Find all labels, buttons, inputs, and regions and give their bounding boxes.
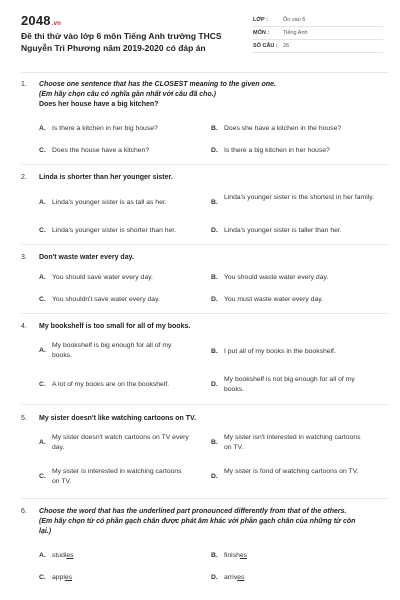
- option-d[interactable]: [211, 375, 371, 395]
- question-subtext: (Em hãy chọn từ có phần gạch chân được phát âm khác với phần gạch chân của những từ còn lại.): [39, 518, 356, 535]
- meta-value: 26: [283, 43, 290, 49]
- option-letter: B.: [211, 439, 218, 446]
- option-d[interactable]: [211, 226, 381, 236]
- option-letter: A.: [39, 274, 46, 281]
- question-6: [21, 507, 366, 537]
- option-text: My sister isn't interested in watching cartoons on TV.: [224, 434, 361, 451]
- word-stem: studi: [52, 552, 67, 559]
- option-letter: B.: [211, 199, 218, 206]
- option-text: [224, 551, 247, 561]
- word-stem: finish: [224, 552, 240, 559]
- option-b[interactable]: [211, 193, 381, 208]
- question-text: My bookshelf is too small for all of my books.: [39, 323, 191, 330]
- option-letter: B.: [211, 274, 218, 281]
- divider: [21, 72, 389, 73]
- underlined-part: es: [239, 552, 248, 559]
- option-a[interactable]: [39, 124, 199, 134]
- question-text: Choose the word that has the underlined part pronounced differently from that of the others.: [39, 508, 347, 515]
- option-text: My bookshelf is not big enough for all of my books.: [224, 376, 355, 393]
- question-2: [21, 173, 391, 183]
- logo-main: 2048: [21, 13, 51, 28]
- option-c[interactable]: [39, 226, 199, 236]
- option-text: My sister doesn't watch cartoons on TV every day.: [52, 434, 189, 451]
- question-text: Choose one sentence that has the CLOSEST meaning to the given one.: [39, 81, 276, 88]
- option-letter: A.: [39, 199, 46, 206]
- underlined-part: es: [66, 552, 74, 559]
- option-text: You should waste water every day.: [224, 274, 329, 281]
- option-a[interactable]: [39, 341, 189, 361]
- option-letter: C.: [39, 147, 46, 154]
- option-text: You shouldn't save water every day.: [52, 296, 160, 303]
- option-text: Linda's younger sister is the shortest in her family.: [224, 194, 375, 201]
- option-letter: D.: [211, 296, 218, 303]
- option-c[interactable]: [39, 380, 199, 390]
- option-letter: B.: [211, 125, 218, 132]
- option-letter: D.: [211, 227, 218, 234]
- option-c[interactable]: [39, 146, 199, 156]
- option-a[interactable]: [39, 433, 189, 453]
- option-b[interactable]: [211, 433, 361, 453]
- option-letter: A.: [39, 552, 46, 559]
- option-letter: C.: [39, 296, 46, 303]
- option-letter: D.: [211, 574, 218, 581]
- option-b[interactable]: [211, 347, 381, 357]
- question-1: [21, 80, 391, 110]
- option-text: Linda's younger sister is as tall as her.: [52, 199, 167, 206]
- option-letter: A.: [39, 347, 46, 354]
- option-letter: D.: [211, 147, 218, 154]
- option-c[interactable]: [39, 573, 199, 583]
- meta-row-count: [253, 40, 383, 53]
- option-b[interactable]: [211, 124, 381, 134]
- option-b[interactable]: [211, 551, 381, 561]
- option-a[interactable]: [39, 273, 199, 283]
- site-logo[interactable]: [21, 13, 61, 28]
- question-number: 2.: [21, 174, 27, 181]
- option-letter: D.: [211, 473, 218, 480]
- option-text: A lot of my books are on the bookshelf.: [52, 381, 170, 388]
- meta-key: MÔN :: [253, 30, 270, 36]
- word-stem: appl: [52, 574, 65, 581]
- option-text: Does she have a kitchen in the house?: [224, 125, 342, 132]
- option-text: [52, 573, 72, 583]
- question-number: 1.: [21, 81, 27, 88]
- meta-key: SỐ CÂU :: [253, 43, 278, 49]
- option-text: [52, 551, 74, 561]
- meta-row-class: [253, 14, 383, 27]
- question-number: 5.: [21, 415, 27, 422]
- option-text: Is there a kitchen in her big house?: [52, 125, 158, 132]
- option-d[interactable]: [211, 295, 381, 305]
- option-d[interactable]: [211, 573, 381, 583]
- option-text: You should save water every day.: [52, 274, 153, 281]
- meta-info: [253, 14, 383, 53]
- page-title: Đề thi thử vào lớp 6 môn Tiếng Anh trường THCS Nguyễn Tri Phương năm 2019-2020 có đáp án: [21, 31, 222, 53]
- question-number: 4.: [21, 323, 27, 330]
- document-header: [0, 0, 400, 64]
- option-letter: C.: [39, 381, 46, 388]
- question-4: [21, 322, 391, 332]
- meta-value: Ôn vào 6: [283, 17, 306, 23]
- option-letter: C.: [39, 574, 46, 581]
- option-text: My sister is fond of watching cartoons on TV.: [224, 468, 359, 475]
- question-subtext: (Em hãy chọn câu có nghĩa gần nhất với câu đã cho.): [39, 91, 217, 98]
- option-c[interactable]: [39, 295, 199, 305]
- option-c[interactable]: [39, 467, 189, 487]
- divider: [21, 164, 389, 165]
- meta-value: Tiếng Anh: [283, 30, 308, 36]
- question-text: Linda is shorter than her younger sister.: [39, 174, 173, 181]
- option-a[interactable]: [39, 551, 199, 561]
- question-text: Don't waste water every day.: [39, 254, 134, 261]
- option-d[interactable]: [211, 146, 381, 156]
- logo-tld: .vn: [51, 21, 62, 27]
- option-text: My bookshelf is big enough for all of my books.: [52, 342, 172, 359]
- option-letter: A.: [39, 125, 46, 132]
- question-number: 6.: [21, 508, 27, 515]
- divider: [21, 404, 389, 405]
- option-letter: C.: [39, 473, 46, 480]
- option-letter: C.: [39, 227, 46, 234]
- question-number: 3.: [21, 254, 27, 261]
- option-text: [224, 573, 244, 583]
- option-text: I put all of my books in the bookshelf.: [224, 348, 336, 355]
- meta-key: LỚP :: [253, 17, 268, 23]
- option-text: My sister is interested in watching cartoons on TV.: [52, 468, 182, 485]
- meta-row-subject: [253, 27, 383, 40]
- word-stem: arriv: [224, 574, 238, 581]
- question-text: My sister doesn't like watching cartoons on TV.: [39, 415, 196, 422]
- option-text: Does the house have a kitchen?: [52, 147, 150, 154]
- question-5: [21, 414, 391, 424]
- option-text: Linda's younger sister is taller than her.: [224, 227, 342, 234]
- option-a[interactable]: [39, 198, 199, 208]
- divider: [21, 244, 389, 245]
- option-letter: B.: [211, 552, 218, 559]
- option-letter: A.: [39, 439, 46, 446]
- option-letter: B.: [211, 348, 218, 355]
- option-text: You must waste water every day.: [224, 296, 323, 303]
- option-b[interactable]: [211, 273, 381, 283]
- option-d[interactable]: [211, 467, 376, 482]
- option-text: Is there a big kitchen in her house?: [224, 147, 330, 154]
- option-letter: D.: [211, 381, 218, 388]
- underlined-part: es: [64, 574, 73, 581]
- option-text: Linda's younger sister is shorter than her.: [52, 227, 177, 234]
- divider: [21, 498, 389, 499]
- question-3: [21, 253, 391, 263]
- underlined-part: es: [237, 574, 245, 581]
- question-stem: Does her house have a big kitchen?: [39, 101, 159, 108]
- divider: [21, 313, 389, 314]
